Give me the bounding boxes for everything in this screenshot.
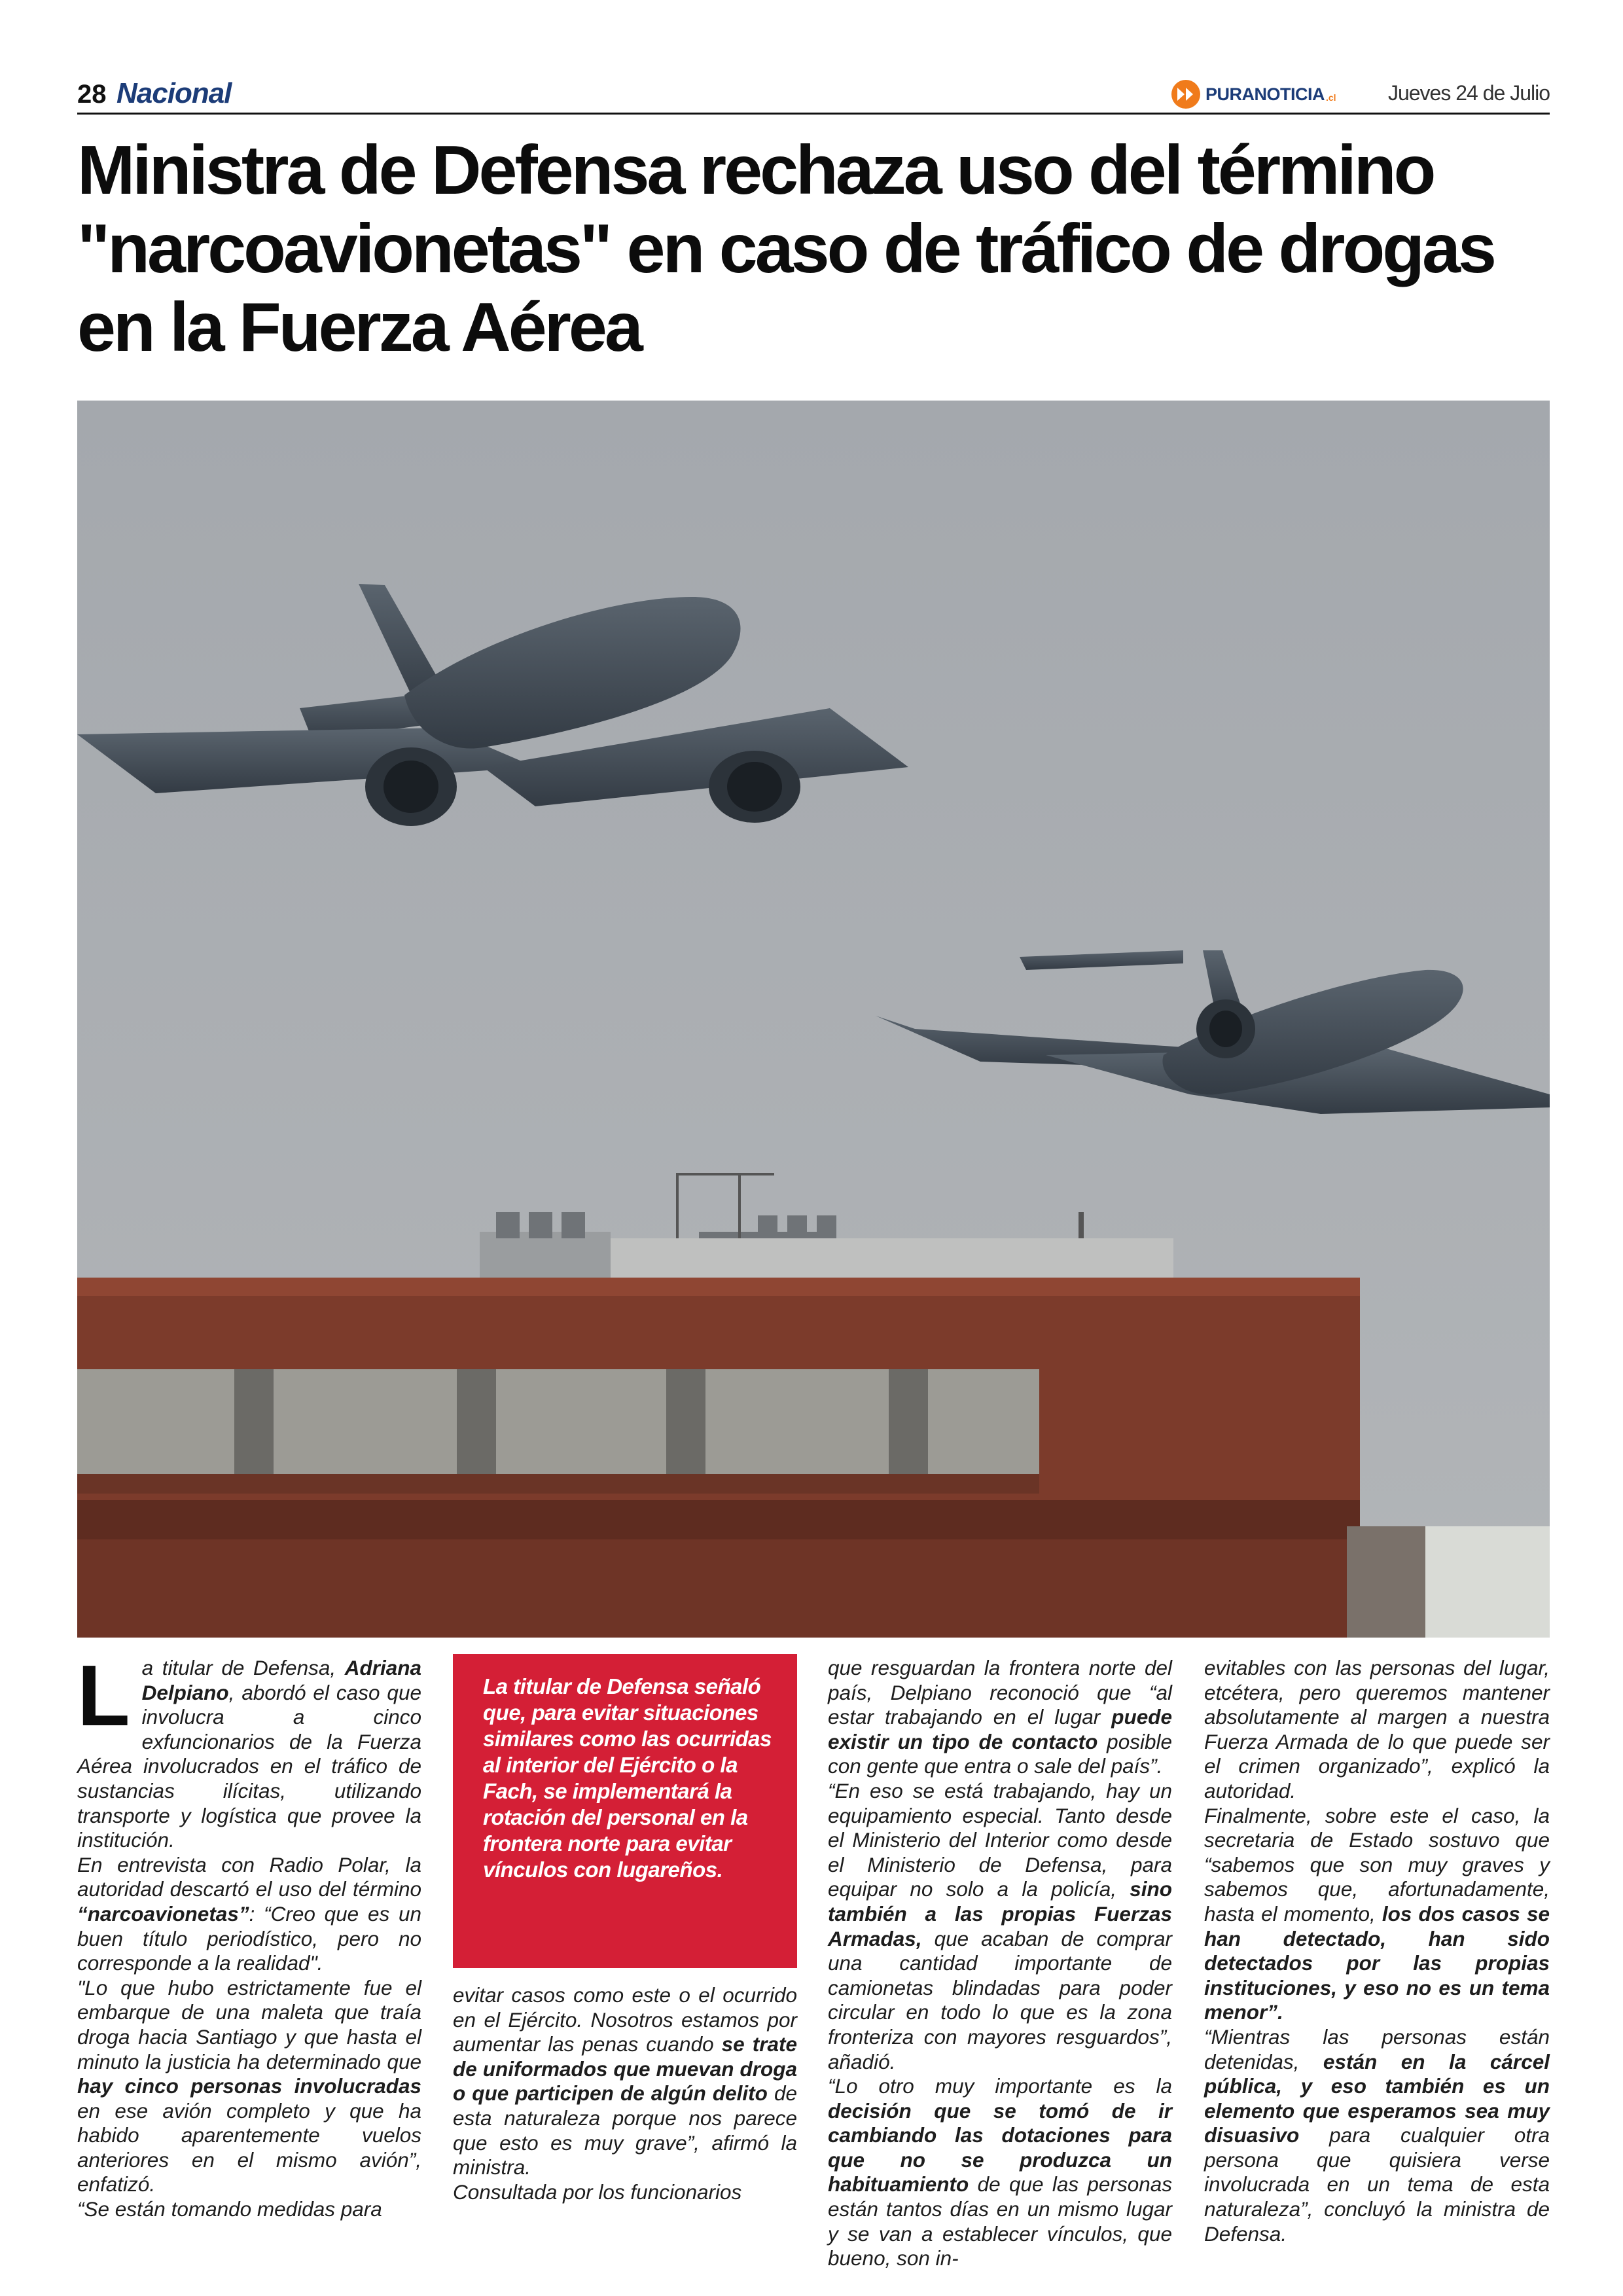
- paragraph: En entrevista con Radio Polar, la autoridad descartó el uso del término “narcoavionetas”: “Creo que es un buen título periodístico, pero no corresponde a la realidad".: [77, 1852, 421, 1975]
- play-chevrons-icon: [1171, 80, 1200, 109]
- section-name: Nacional: [116, 77, 232, 109]
- paragraph: “Lo otro muy importante es la decisión que se tomó de ir cambiando las dotaciones para que no se produzca un habituamiento de que las personas están tantos días en un mismo lugar y se van a establecer vínculos, que bueno, son in-: [828, 2074, 1172, 2270]
- headline: Ministra de Defensa rechaza uso del término "narcoavionetas" en caso de tráfico de drogas en la Fuerza Aérea: [77, 132, 1494, 366]
- article-column-2: [453, 1983, 797, 2204]
- paragraph: evitar casos como este o el ocurrido en el Ejército. Nosotros estamos por aumentar las penas cuando se trate de uniformados que muevan droga o que participen de algún delito de esta naturaleza porque nos parece que esto es muy grave”, afirmó la ministra.: [453, 1983, 797, 2179]
- column-4-body: [1204, 1656, 1550, 2246]
- paragraph: "Lo que hubo estrictamente fue el embarque de una maleta que traía droga hacia Santiago y que hasta el minuto la justicia ha determinado que hay cinco personas involucradas en ese avión completo y que ha habido aparentemente vuelos anteriores en el mismo avión”, enfatizó.: [77, 1975, 421, 2197]
- paragraph: “Se están tomando medidas para: [77, 2197, 382, 2221]
- paragraph: Finalmente, sobre este el caso, la secretaria de Estado sostuvo que “sabemos que son muy graves y sabemos que, afortunadamente, hasta el momento, los dos casos se han detectado, han sido detectados por las propias instituciones, y eso no es un tema menor”.: [1204, 1803, 1550, 2024]
- brand-tld: .cl: [1326, 92, 1336, 103]
- paragraph: Consultada por los funcionarios: [453, 2179, 742, 2204]
- article-column-4: [1204, 1656, 1550, 2246]
- drop-cap: L: [77, 1647, 130, 1744]
- column-3-body: [828, 1656, 1172, 2271]
- article-photo: [77, 401, 1550, 1638]
- page-header: [77, 77, 1550, 117]
- header-rule: [77, 113, 1550, 115]
- article-column-3: [828, 1656, 1172, 2271]
- pull-quote: La titular de Defensa señaló que, para evitar situaciones similares como las ocurridas al interior del Ejército o la Fach, se implementará la rotación del personal en la frontera norte para evitar vínculos con lugareños.: [453, 1654, 797, 1968]
- article-column-1: [77, 1647, 421, 2222]
- aircraft-over-building-photo: [77, 401, 1550, 1638]
- paragraph: evitables con las personas del lugar, etcétera, pero queremos mantener absolutamente al margen a nuestra Fuerza Armada de lo que puede ser el crimen organizado”, explicó la autoridad.: [1204, 1656, 1550, 1803]
- paragraph: “Mientras las personas están detenidas, están en la cárcel pública, y eso también es un elemento que esperamos sea muy disuasivo para cualquier otra persona que quisiera verse involucrada en un tema de esta naturaleza”, concluyó la ministra de Defensa.: [1204, 2024, 1550, 2246]
- column-2-body: [453, 1983, 797, 2204]
- page-number: 28: [77, 80, 107, 109]
- issue-date: Jueves 24 de Julio: [1387, 81, 1550, 105]
- paragraph: a titular de Defensa, Adriana Delpiano, abordó el caso que involucra a cinco exfuncionarios de la Fuerza Aérea involucrados en el tráfico de sustancias ilícitas, utilizando transporte y logística que provee la institución.: [77, 1656, 421, 1852]
- paragraph: que resguardan la frontera norte del país, Delpiano reconoció que “al estar trabajando en el lugar puede existir un tipo de contacto posible con gente que entra o sale del país”.: [828, 1656, 1172, 1778]
- brick-building: [77, 1278, 1550, 1638]
- brand-name: PURANOTICIA: [1205, 84, 1325, 104]
- brand-logo: [1171, 80, 1336, 109]
- paragraph: “En eso se está trabajando, hay un equipamiento especial. Tanto desde el Ministerio del Interior como desde el Ministerio de Defensa, para equipar no solo a la policía, sino también a las propias Fuerzas Armadas, que acaban de comprar una cantidad importante de camionetas blindadas para poder circular en todo lo que es la zona fronteriza con mayores resguardos”, añadió.: [828, 1778, 1172, 2073]
